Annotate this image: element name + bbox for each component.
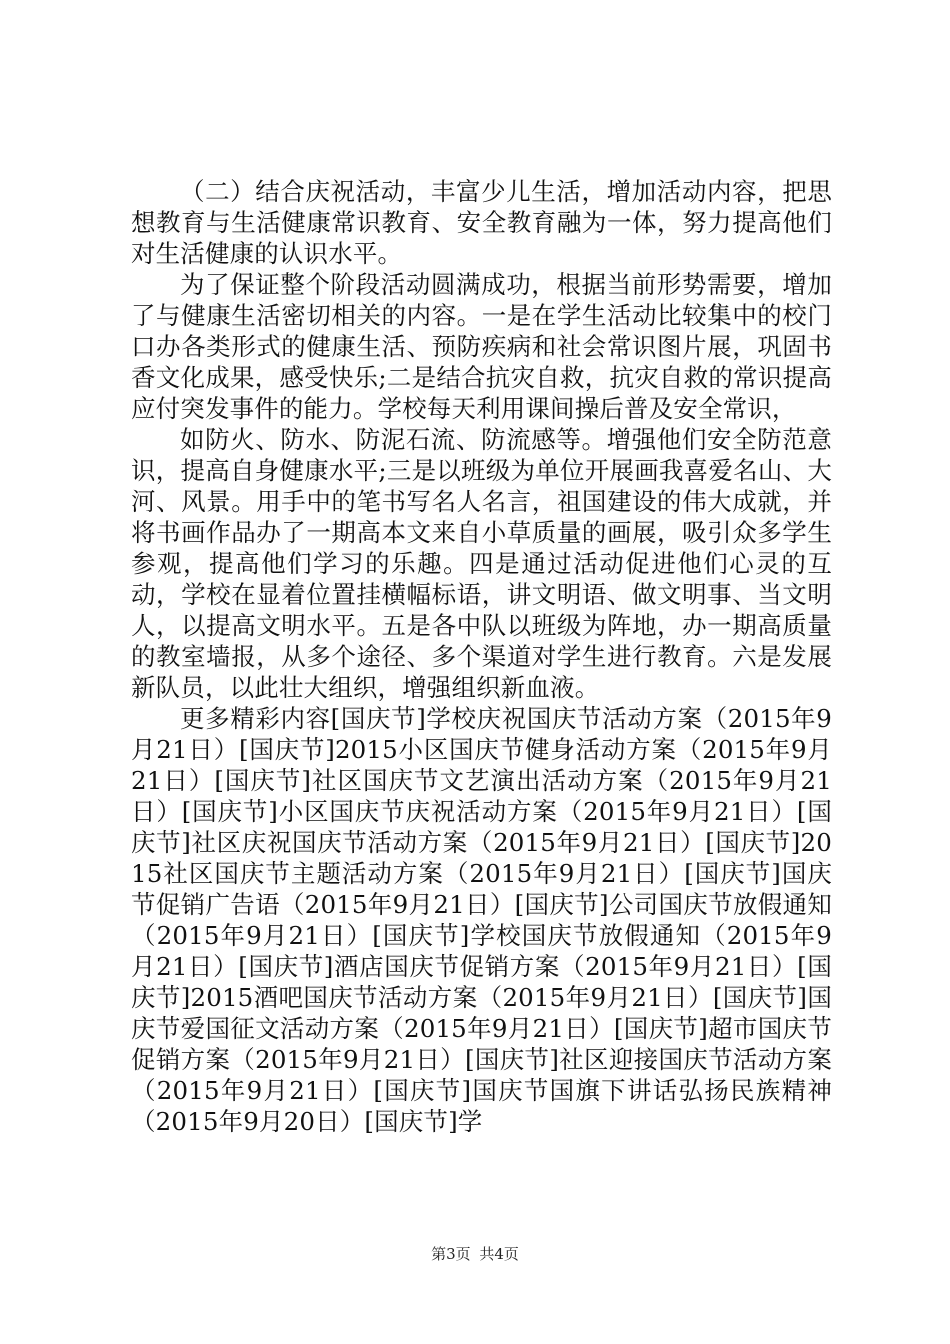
- paragraph-3: 如防火、防水、防泥石流、防流感等。增强他们安全防范意识，提高自身健康水平;三是以班级为单位开展画我喜爱名山、大河、风景。用手中的笔书写名人名言，祖国建设的伟大成就，并将书画作品办了一期高本文来自小草质量的画展，吸引众多学生参观，提高他们学习的乐趣。四是通过活动促进他们心灵的互动，学校在显着位置挂横幅标语，讲文明语、做文明事、当文明人，以提高文明水平。五是各中队以班级为阵地，办一期高质量的教室墙报，从多个途径、多个渠道对学生进行教育。六是发展新队员，以此壮大组织，增强组织新血液。: [131, 425, 832, 702]
- page-footer: [0, 1244, 950, 1264]
- page-total: 共4页: [479, 1245, 519, 1263]
- page-number: 第3页: [431, 1245, 471, 1263]
- paragraph-1: （二）结合庆祝活动，丰富少儿生活，增加活动内容，把思想教育与生活健康常识教育、安全教育融为一体，努力提高他们对生活健康的认识水平。: [131, 177, 832, 268]
- paragraph-2: 为了保证整个阶段活动圆满成功，根据当前形势需要，增加了与健康生活密切相关的内容。一是在学生活动比较集中的校门口办各类形式的健康生活、预防疾病和社会常识图片展，巩固书香文化成果，感受快乐;二是结合抗灾自救，抗灾自救的常识提高应付突发事件的能力。学校每天利用课间操后普及安全常识，: [131, 270, 832, 423]
- body-text: [131, 176, 832, 1137]
- paragraph-4: 更多精彩内容[国庆节]学校庆祝国庆节活动方案（2015年9月21日）[国庆节]2015小区国庆节健身活动方案（2015年9月21日）[国庆节]社区国庆节文艺演出活动方案（2015年9月21日）[国庆节]小区国庆节庆祝活动方案（2015年9月21日）[国庆节]社区庆祝国庆节活动方案（2015年9月21日）[国庆节]2015社区国庆节主题活动方案（2015年9月21日）[国庆节]国庆节促销广告语（2015年9月21日）[国庆节]公司国庆节放假通知（2015年9月21日）[国庆节]学校国庆节放假通知（2015年9月21日）[国庆节]酒店国庆节促销方案（2015年9月21日）[国庆节]2015酒吧国庆节活动方案（2015年9月21日）[国庆节]国庆节爱国征文活动方案（2015年9月21日）[国庆节]超市国庆节促销方案（2015年9月21日）[国庆节]社区迎接国庆节活动方案（2015年9月21日）[国庆节]国庆节国旗下讲话弘扬民族精神（2015年9月20日）[国庆节]学: [131, 704, 832, 1136]
